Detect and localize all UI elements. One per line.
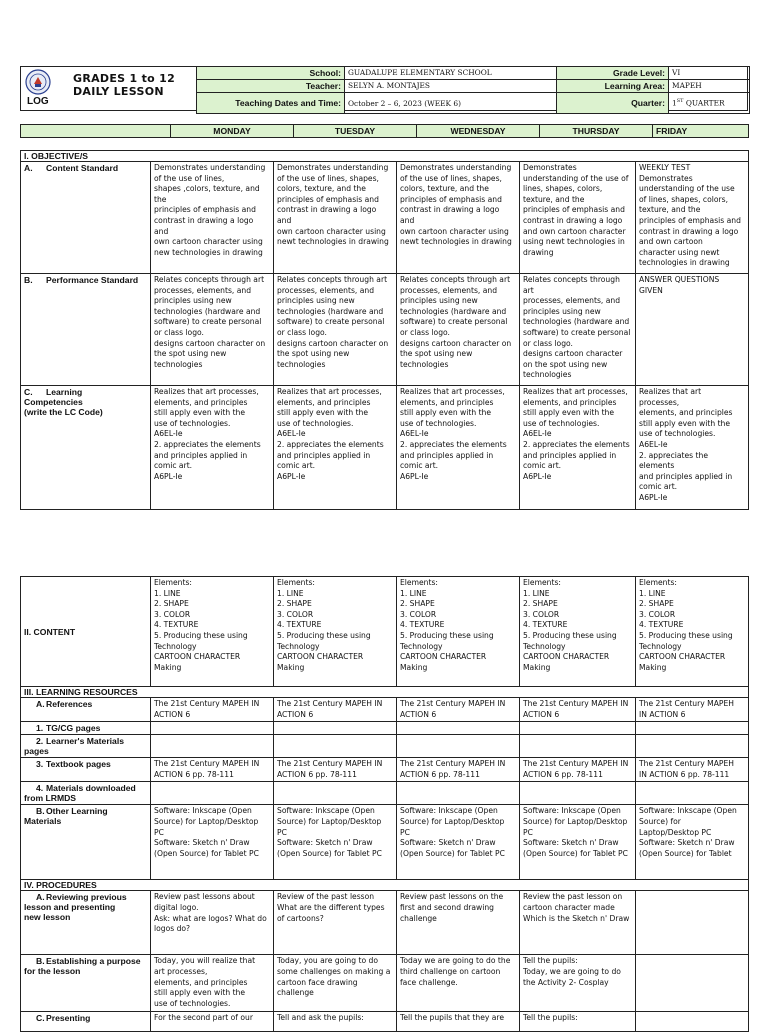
cell-content-standard-fri: WEEKLY TEST Demonstrates understanding of the use of lines, shapes, colors, texture, and the principles of emphasis and contrast in drawing a logo and own cartoon character using newt technologies in drawing: [636, 162, 749, 274]
cell-lm-thu: [520, 735, 636, 758]
row-label-presenting: C.Presenting: [21, 1012, 151, 1032]
deped-seal-icon: [25, 69, 51, 95]
cell-presenting-wed: Tell the pupils that they are: [397, 1012, 520, 1032]
cell-content-standard-tue: Demonstrates understanding of the use of lines, shapes, colors, texture, and the principles of emphasis and contrast in drawing a logo and own cartoon character using newt technologies in drawing: [274, 162, 397, 274]
cell-performance-standard-fri: ANSWER QUESTIONS GIVEN: [636, 274, 749, 386]
cell-other-wed: Software: Inkscape (Open Source) for Laptop/Desktop PC Software: Sketch n' Draw (Open Source) for Tablet PC: [397, 805, 520, 880]
grade-label: Grade Level:: [557, 67, 669, 80]
cell-reviewing-wed: Review past lessons on the first and second drawing challenge: [397, 891, 520, 955]
cell-purpose-mon: Today, you will realize that art processes, elements, and principles still apply even with the use of technologies.: [151, 955, 274, 1012]
day-tuesday: TUESDAY: [294, 125, 417, 138]
cell-tg-mon: [151, 722, 274, 735]
row-label-other-materials: B.Other Learning Materials: [21, 805, 151, 880]
cell-tg-thu: [520, 722, 636, 735]
cell-textbook-mon: The 21st Century MAPEH IN ACTION 6 pp. 78-111: [151, 758, 274, 782]
cell-competencies-fri: Realizes that art processes, elements, and principles still apply even with the use of technologies. A6EL-Ie 2. appreciates the elements and principles applied in comic art. A6PL-Ie: [636, 386, 749, 510]
cell-references-mon: The 21st Century MAPEH IN ACTION 6: [151, 698, 274, 722]
cell-content-standard-mon: Demonstrates understanding of the use of lines, shapes ,colors, texture, and the principles of emphasis and contrast in drawing a logo and own cartoon character using new technologies in drawing: [151, 162, 274, 274]
row-label-performance-standard: B. Performance Standard: [21, 274, 151, 386]
cell-reviewing-fri: [636, 891, 749, 955]
cell-lm-tue: [274, 735, 397, 758]
cell-other-tue: Software: Inkscape (Open Source) for Laptop/Desktop PC Software: Sketch n' Draw (Open Source) for Tablet PC: [274, 805, 397, 880]
cell-reviewing-tue: Review of the past lesson What are the different types of cartoons?: [274, 891, 397, 955]
cell-competencies-tue: Realizes that art processes, elements, and principles still apply even with the use of technologies. A6EL-Ie 2. appreciates the elements and principles applied in comic art. A6PL-Ie: [274, 386, 397, 510]
cell-lrmds-tue: [274, 782, 397, 805]
row-label-learners-materials: 2. Learner's Materials pages: [21, 735, 151, 758]
cell-content-standard-wed: Demonstrates understanding of the use of lines, shapes, colors, texture, and the principles of emphasis and contrast in drawing a logo and own cartoon character using newt technologies in drawing: [397, 162, 520, 274]
cell-lm-fri: [636, 735, 749, 758]
cell-tg-tue: [274, 722, 397, 735]
cell-competencies-wed: Realizes that art processes, elements, and principles still apply even with the use of technologies. A6EL-Ie 2. appreciates the elements and principles applied in comic art. A6PL-Ie: [397, 386, 520, 510]
cell-lrmds-fri: [636, 782, 749, 805]
cell-performance-standard-tue: Relates concepts through art processes, elements, and principles using new technologies (hardware and software) to create personal or class logo. designs cartoon character on the spot using new technologies: [274, 274, 397, 386]
area-value: MAPEH: [669, 80, 750, 93]
day-thursday: THURSDAY: [540, 125, 653, 138]
header-info-table: [196, 66, 750, 114]
teacher-value: SELYN A. MONTAJES: [345, 80, 557, 93]
content-cell-thu: Elements: 1. LINE 2. SHAPE 3. COLOR 4. TEXTURE 5. Producing these using Technology CARTOON CHARACTER Making: [520, 577, 636, 687]
lesson-body-table: [20, 576, 749, 1032]
day-wednesday: WEDNESDAY: [417, 125, 540, 138]
day-monday: MONDAY: [171, 125, 294, 138]
cell-references-thu: The 21st Century MAPEH IN ACTION 6: [520, 698, 636, 722]
cell-presenting-fri: [636, 1012, 749, 1032]
cell-competencies-mon: Realizes that art processes, elements, and principles still apply even with the use of technologies. A6EL-Ie 2. appreciates the elements and principles applied in comic art. A6PL-Ie: [151, 386, 274, 510]
day-header-bar: [20, 124, 749, 138]
title-line-1: GRADES 1 to 12: [73, 72, 176, 85]
cell-references-tue: The 21st Century MAPEH IN ACTION 6: [274, 698, 397, 722]
objectives-heading: I. OBJECTIVE/S: [21, 151, 749, 162]
dates-value: October 2 – 6, 2023 (WEEK 6): [345, 93, 557, 114]
row-label-establishing-purpose: B.Establishing a purpose for the lesson: [21, 955, 151, 1012]
cell-purpose-thu: Tell the pupils: Today, we are going to do the Activity 2- Cosplay: [520, 955, 636, 1012]
content-label: II. CONTENT: [21, 577, 151, 687]
cell-reviewing-thu: Review the past lesson on cartoon character made Which is the Sketch n' Draw: [520, 891, 636, 955]
title-line-2: DAILY LESSON: [73, 85, 164, 98]
dates-label: Teaching Dates and Time:: [197, 93, 345, 114]
cell-reviewing-mon: Review past lessons about digital logo. Ask: what are logos? What do logos do?: [151, 891, 274, 955]
cell-lrmds-thu: [520, 782, 636, 805]
grade-value: VI: [669, 67, 750, 80]
cell-competencies-thu: Realizes that art processes, elements, and principles still apply even with the use of technologies. A6EL-Ie 2. appreciates the elements and principles applied in comic art. A6PL-Ie: [520, 386, 636, 510]
cell-lrmds-mon: [151, 782, 274, 805]
cell-references-fri: The 21st Century MAPEH IN ACTION 6: [636, 698, 749, 722]
cell-textbook-fri: The 21st Century MAPEH IN ACTION 6 pp. 78-111: [636, 758, 749, 782]
school-value: GUADALUPE ELEMENTARY SCHOOL: [345, 67, 557, 80]
teacher-label: Teacher:: [197, 80, 345, 93]
logo-text: LOG: [27, 96, 49, 107]
cell-other-thu: Software: Inkscape (Open Source) for Laptop/Desktop PC Software: Sketch n' Draw (Open Source) for Tablet PC: [520, 805, 636, 880]
resources-heading: III. LEARNING RESOURCES: [21, 687, 749, 698]
objectives-table: [20, 150, 749, 510]
cell-performance-standard-wed: Relates concepts through art processes, elements, and principles using new technologies (hardware and software) to create personal or class logo. designs cartoon character on the spot using new technologies: [397, 274, 520, 386]
day-header-blank: [21, 125, 171, 138]
cell-tg-fri: [636, 722, 749, 735]
area-label: Learning Area:: [557, 80, 669, 93]
school-label: School:: [197, 67, 345, 80]
row-label-reviewing: A.Reviewing previous lesson and presenting new lesson: [21, 891, 151, 955]
content-cell-tue: Elements: 1. LINE 2. SHAPE 3. COLOR 4. TEXTURE 5. Producing these using Technology CARTOON CHARACTER Making: [274, 577, 397, 687]
cell-purpose-tue: Today, you are going to do some challenges on making a cartoon face drawing challenge: [274, 955, 397, 1012]
row-label-content-standard: A. Content Standard: [21, 162, 151, 274]
header: [20, 66, 748, 111]
cell-presenting-mon: For the second part of our: [151, 1012, 274, 1032]
row-label-lrmds: 4. Materials downloaded from LRMDS: [21, 782, 151, 805]
cell-lrmds-wed: [397, 782, 520, 805]
cell-lm-mon: [151, 735, 274, 758]
cell-other-mon: Software: Inkscape (Open Source) for Laptop/Desktop PC Software: Sketch n' Draw (Open Source) for Tablet PC: [151, 805, 274, 880]
cell-performance-standard-mon: Relates concepts through art processes, elements, and principles using new technologies (hardware and software) to create personal or class logo. designs cartoon character on the spot using new technologies: [151, 274, 274, 386]
row-label-tg-cg-pages: 1. TG/CG pages: [21, 722, 151, 735]
cell-other-fri: Software: Inkscape (Open Source) for Laptop/Desktop PC Software: Sketch n' Draw (Open Source) for Tablet: [636, 805, 749, 880]
cell-textbook-thu: The 21st Century MAPEH IN ACTION 6 pp. 78-111: [520, 758, 636, 782]
cell-tg-wed: [397, 722, 520, 735]
cell-performance-standard-thu: Relates concepts through art processes, elements, and principles using new technologies (hardware and software) to create personal or class logo. designs cartoon character on the spot using new technologies: [520, 274, 636, 386]
content-cell-mon: Elements: 1. LINE 2. SHAPE 3. COLOR 4. TEXTURE 5. Producing these using Technology CARTOON CHARACTER Making: [151, 577, 274, 687]
day-friday: FRIDAY: [653, 125, 749, 138]
cell-references-wed: The 21st Century MAPEH IN ACTION 6: [397, 698, 520, 722]
cell-presenting-tue: Tell and ask the pupils:: [274, 1012, 397, 1032]
quarter-value: 1ST QUARTER: [669, 93, 750, 114]
content-cell-fri: Elements: 1. LINE 2. SHAPE 3. COLOR 4. TEXTURE 5. Producing these using Technology CARTOON CHARACTER Making: [636, 577, 749, 687]
cell-purpose-fri: [636, 955, 749, 1012]
procedures-heading: IV. PROCEDURES: [21, 880, 749, 891]
cell-textbook-tue: The 21st Century MAPEH IN ACTION 6 pp. 78-111: [274, 758, 397, 782]
row-label-learning-competencies: C. Learning Competencies (write the LC Code): [21, 386, 151, 510]
cell-lm-wed: [397, 735, 520, 758]
row-label-textbook-pages: 3. Textbook pages: [21, 758, 151, 782]
row-label-references: A.References: [21, 698, 151, 722]
cell-purpose-wed: Today we are going to do the third challenge on cartoon face challenge.: [397, 955, 520, 1012]
cell-presenting-thu: Tell the pupils:: [520, 1012, 636, 1032]
quarter-label: Quarter:: [557, 93, 669, 114]
cell-textbook-wed: The 21st Century MAPEH IN ACTION 6 pp. 78-111: [397, 758, 520, 782]
cell-content-standard-thu: Demonstrates understanding of the use of lines, shapes, colors, texture, and the principles of emphasis and contrast in drawing a logo and own cartoon character using newt technologies in drawing: [520, 162, 636, 274]
content-cell-wed: Elements: 1. LINE 2. SHAPE 3. COLOR 4. TEXTURE 5. Producing these using Technology CARTOON CHARACTER Making: [397, 577, 520, 687]
